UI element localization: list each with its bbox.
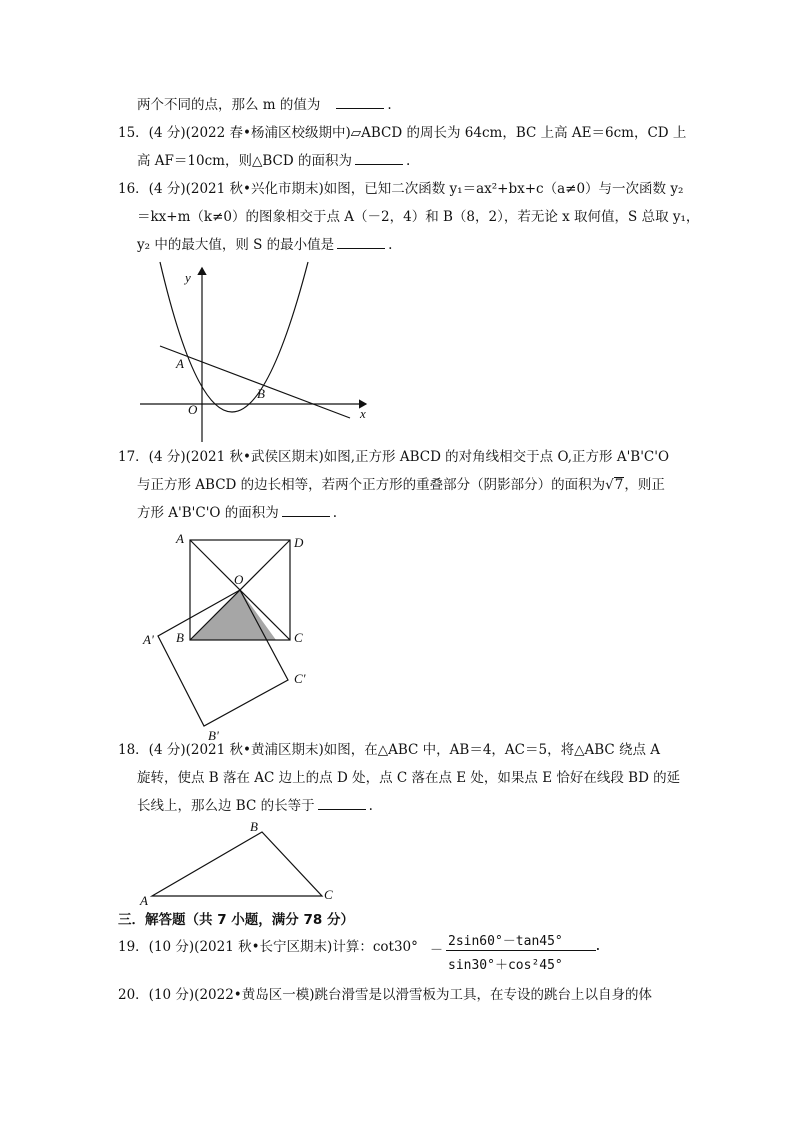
fraction-bar (446, 950, 596, 951)
answer-blank (337, 236, 385, 249)
q17-line2-text: 与正方形 ABCD 的边长相等，若两个正方形的重叠部分（阴影部分）的面积为 (137, 477, 606, 493)
sqrt-radicand: 7 (614, 477, 624, 493)
label-B: B (257, 386, 265, 401)
period: . (594, 939, 602, 954)
fraction-numerator: 2sin60°－tan45° (448, 934, 563, 949)
q15-line2-text: 高 AF＝10cm，则△BCD 的面积为 (137, 153, 352, 169)
label-C-prime: C' (294, 671, 306, 686)
label-A: A (140, 893, 148, 908)
q17-line2-tail: ，则正 (624, 477, 665, 493)
q18-line3-text: 长线上，那么边 BC 的长等于 (137, 798, 315, 814)
q17-line3-text: 方形 A'B'C'O 的面积为 (137, 505, 279, 521)
label-y: y (185, 270, 191, 285)
q16-line3-text: y₂ 中的最大值，则 S 的最小值是 (137, 237, 335, 253)
fraction-denominator: sin30°＋cos²45° (448, 958, 563, 973)
label-C: C (294, 630, 303, 645)
triangle-ABC (152, 832, 322, 896)
q15-line2: 高 AF＝10cm，则△BCD 的面积为 . (137, 153, 411, 169)
q17-square-figure (140, 528, 340, 743)
q16-line1: 16．(4 分)(2021 秋•兴化市期末)如图，已知二次函数 y₁＝ax²+bx+c（a≠0）与一次函数 y₂ (118, 181, 684, 197)
q17-line3: 方形 A'B'C'O 的面积为 . (137, 505, 338, 521)
label-A-prime: A' (143, 632, 154, 647)
answer-blank (282, 504, 330, 517)
q19-fraction (430, 930, 600, 976)
q14-tail: 两个不同的点，那么 m 的值为 . (137, 97, 392, 113)
label-B: B (250, 819, 258, 834)
parabola-curve (160, 262, 308, 412)
q16-graph-figure (140, 262, 380, 447)
q18-line3: 长线上，那么边 BC 的长等于 . (137, 798, 373, 814)
label-B: B (176, 630, 184, 645)
answer-blank (355, 152, 403, 165)
q16-line2: ＝kx+m（k≠0）的图象相交于点 A（－2，4）和 B（8，2），若无论 x 取何值，S 总取 y₁， (137, 209, 700, 225)
q19-line (118, 938, 418, 956)
section-heading: 三．解答题（共 7 小题，满分 78 分） (118, 912, 354, 928)
q18-triangle-figure (130, 818, 350, 908)
answer-blank (318, 797, 366, 810)
q17-line2 (137, 476, 665, 494)
sqrt-sign: √ (605, 477, 614, 493)
label-A: A (176, 356, 184, 371)
label-D: D (294, 535, 304, 550)
q20-line1: 20．(10 分)(2022•黄岛区一模)跳台滑雪是以滑雪板为工具，在专设的跳台上以自身的体 (118, 987, 653, 1003)
label-A: A (176, 531, 184, 546)
q16-line3: y₂ 中的最大值，则 S 的最小值是 . (137, 237, 393, 253)
q19-prefix: 19．(10 分)(2021 秋•长宁区期末)计算：cot30° (118, 939, 418, 955)
q15-line1: 15．(4 分)(2022 春•杨浦区校级期中)▱ABCD 的周长为 64cm，BC 上高 AE＝6cm，CD 上 (118, 125, 687, 141)
q18-line2: 旋转，使点 B 落在 AC 边上的点 D 处，点 C 落在点 E 处，如果点 E 恰好在线段 BD 的延 (137, 770, 681, 786)
q18-line1: 18．(4 分)(2021 秋•黄浦区期末)如图，在△ABC 中，AB＝4，AC＝5，将△ABC 绕点 A (118, 742, 661, 758)
label-B-prime: B' (208, 728, 219, 743)
minus-sign: － (430, 943, 444, 958)
label-O: O (234, 572, 244, 587)
q17-line1: 17．(4 分)(2021 秋•武侯区期末)如图,正方形 ABCD 的对角线相交于点 O,正方形 A'B'C'O (118, 449, 670, 465)
answer-blank (336, 96, 384, 109)
label-C: C (324, 887, 333, 902)
label-x: x (360, 406, 366, 421)
label-O: O (188, 402, 198, 417)
q14-tail-text: 两个不同的点，那么 m 的值为 (137, 97, 321, 113)
